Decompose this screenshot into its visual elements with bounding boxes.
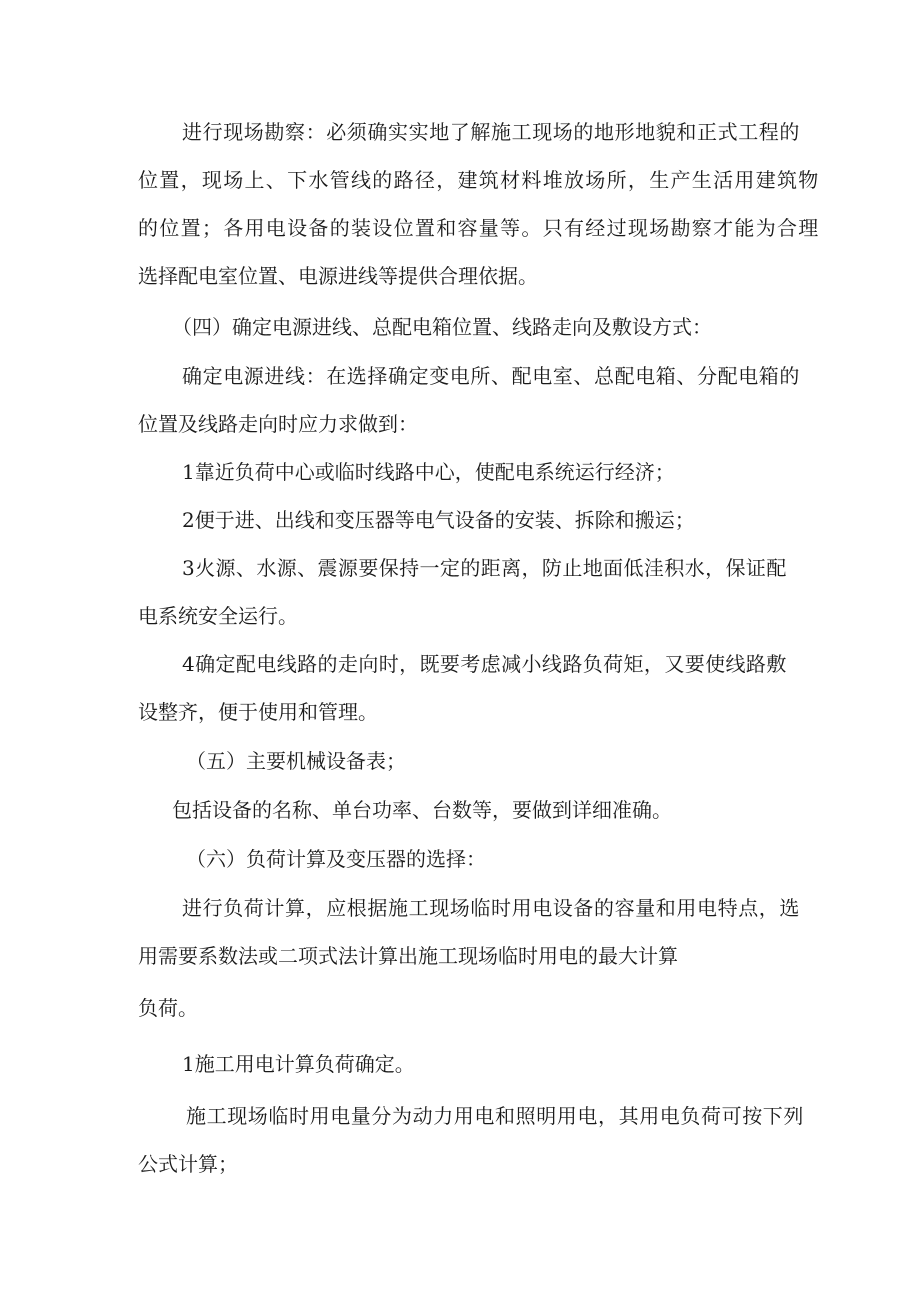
subsection-heading-1: 1施工用电计算负荷确定。: [182, 1052, 415, 1076]
list-item-1: 1靠近负荷中心或临时线路中心，使配电系统运行经济；: [182, 460, 675, 484]
section-heading-4: （四）确定电源进线、总配电箱位置、线路走向及敷设方式：: [172, 315, 712, 339]
paragraph-line: 用需要系数法或二项式法计算出施工现场临时用电的最大计算: [138, 944, 678, 968]
section-heading-5: （五）主要机械设备表；: [186, 749, 406, 773]
paragraph-line: 负荷。: [138, 996, 198, 1020]
paragraph-line: 包括设备的名称、单台功率、台数等，要做到详细准确。: [172, 798, 672, 822]
paragraph-line: 施工现场临时用电量分为动力用电和照明用电，其用电负荷可按下列: [186, 1104, 804, 1128]
paragraph-line: 进行现场勘察：必须确实实地了解施工现场的地形地貌和正式工程的: [182, 120, 800, 144]
paragraph-line: 确定电源进线：在选择确定变电所、配电室、总配电箱、分配电箱的: [182, 364, 800, 388]
paragraph-line: 位置，现场上、下水管线的路径，建筑材料堆放场所，生产生活用建筑物: [138, 168, 820, 192]
paragraph-line: 选择配电室位置、电源进线等提供合理依据。: [138, 264, 538, 288]
paragraph-line: 的位置；各用电设备的装设位置和容量等。只有经过现场勘察才能为合理: [138, 216, 820, 240]
paragraph-line: 进行负荷计算，应根据施工现场临时用电设备的容量和用电特点，选: [182, 896, 800, 920]
paragraph-line: 位置及线路走向时应力求做到：: [138, 412, 418, 436]
section-heading-6: （六）负荷计算及变压器的选择：: [186, 847, 486, 871]
list-item-4-cont: 设整齐，便于使用和管理。: [138, 700, 378, 724]
list-item-3-cont: 电系统安全运行。: [138, 604, 298, 628]
paragraph-line: 公式计算；: [138, 1152, 238, 1176]
list-item-3: 3火源、水源、震源要保持一定的距离，防止地面低洼积水，保证配: [182, 556, 787, 580]
list-item-4: 4确定配电线路的走向时，既要考虑减小线路负荷矩，又要使线路敷: [182, 652, 787, 676]
list-item-2: 2便于进、出线和变压器等电气设备的安装、拆除和搬运；: [182, 508, 695, 532]
